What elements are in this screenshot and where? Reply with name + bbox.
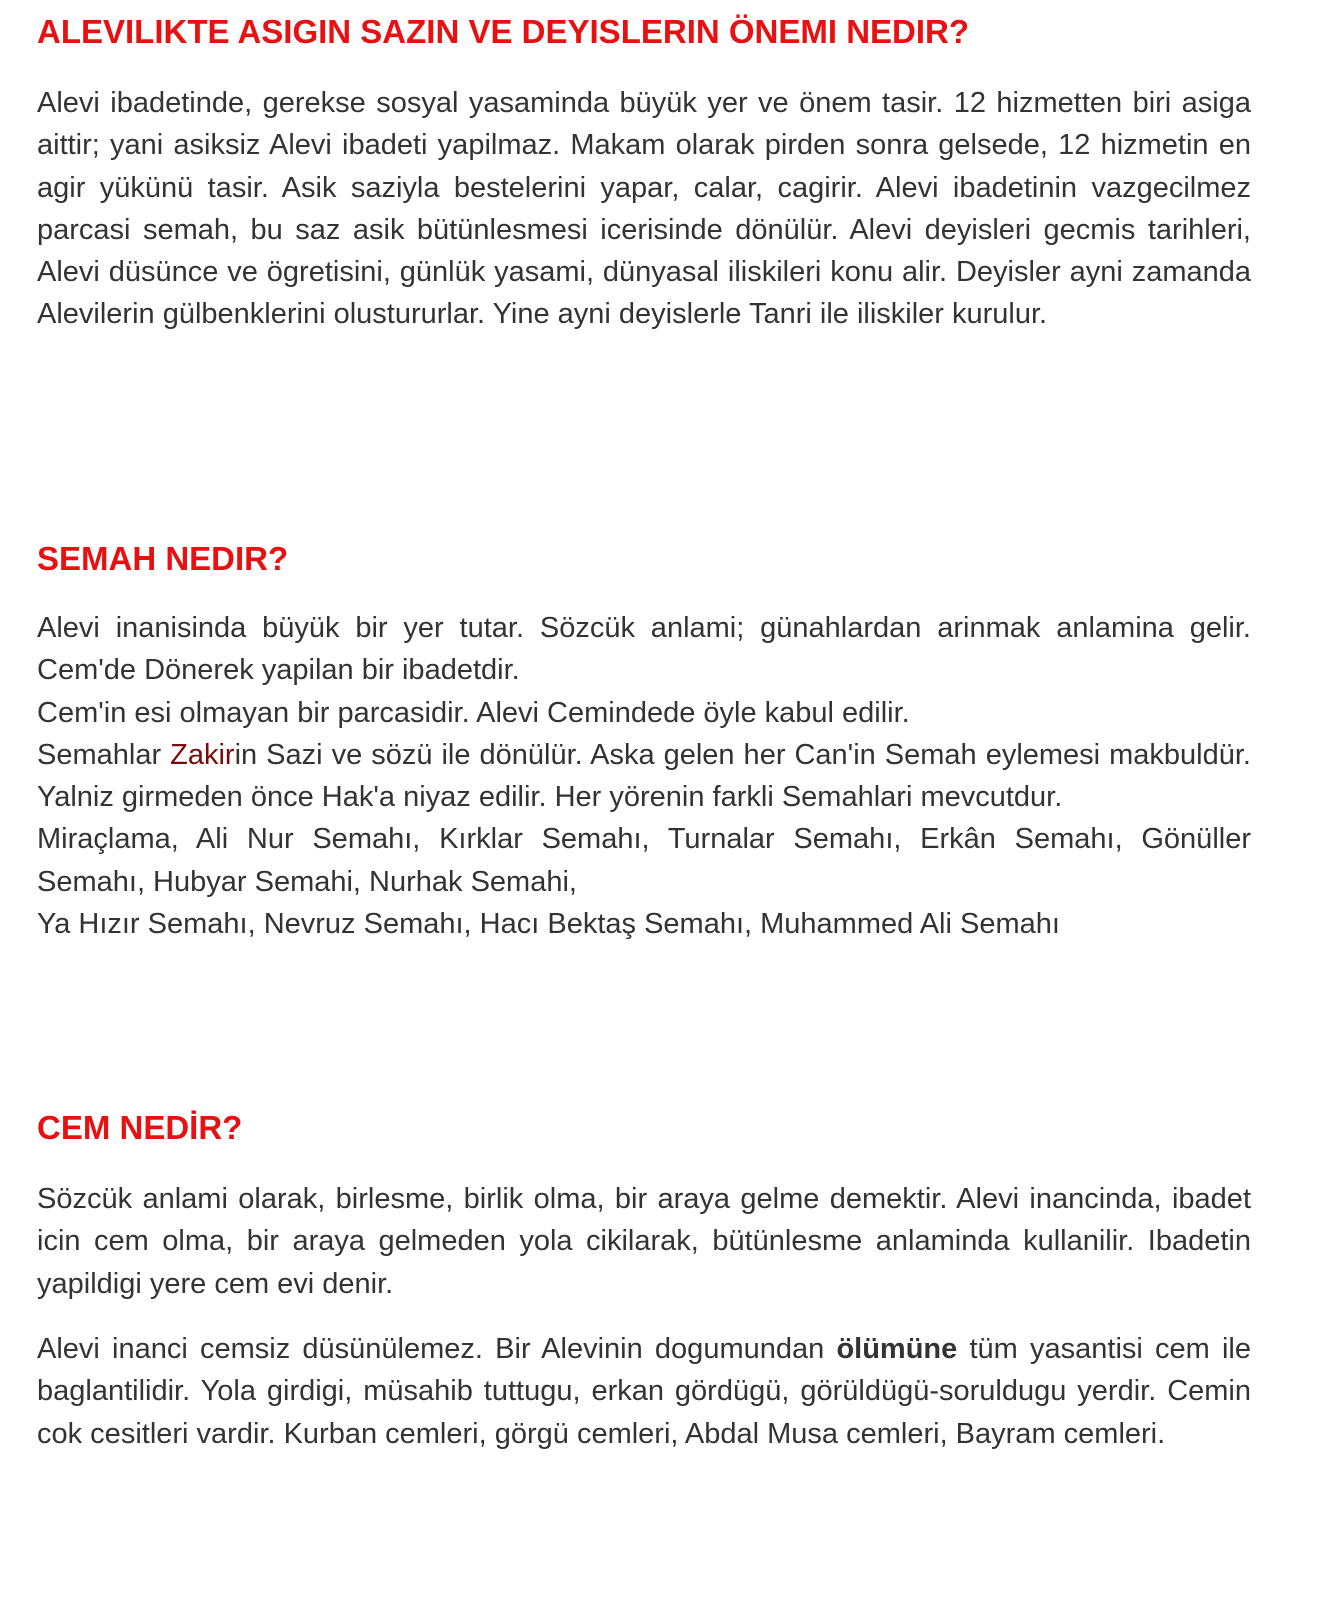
semah-list-line-2: Ya Hızır Semahı, Nevruz Semahı, Hacı Bektaş Semahı, Muhammed Ali Semahı: [37, 908, 1060, 941]
semah-line-3-start: Semahlar: [37, 738, 171, 771]
semah-line-1: Alevi inanisinda büyük bir yer tutar. Sözcük anlami; günahlardan arinmak anlamina gelir. Cem'de Dönerek yapilan bir ibadetdir.: [37, 612, 1251, 687]
semah-body: [37, 607, 1251, 945]
semah-line-3: [37, 734, 1251, 819]
zakir-link[interactable]: Zakir: [170, 738, 235, 771]
heading-asik-saz: ALEVILIKTE ASIGIN SAZIN VE DEYISLERIN ÖNEMI NEDIR?: [37, 13, 970, 50]
paragraph-cem-1: Sözcük anlami olarak, birlesme, birlik olma, bir araya gelme demektir. Alevi inancinda, ibadet icin cem olma, bir araya gelmeden yola cikilarak, bütünlesme anlaminda kullanilir. Ibadetin yapildigi yere cem evi denir.: [37, 1183, 1251, 1300]
paragraph-cem-2: [37, 1328, 1251, 1455]
heading-semah: SEMAH NEDIR?: [37, 540, 289, 577]
cem-2-bold: ölümüne: [836, 1333, 958, 1365]
semah-line-3-rest: in Sazi ve sözü ile dönülür. Aska gelen her Can'in Semah eylemesi makbuldür. Yalniz girmeden önce Hak'a niyaz edilir. Her yörenin farkli Semahlari mevcutdur.: [37, 738, 1251, 814]
heading-cem: CEM NEDİR?: [37, 1109, 243, 1146]
semah-list-line-1: Miraçlama, Ali Nur Semahı, Kırklar Semahı, Turnalar Semahı, Erkân Semahı, Gönüller Semahı, Hubyar Semahi, Nurhak Semahi,: [37, 823, 1251, 898]
semah-line-2: Cem'in esi olmayan bir parcasidir. Alevi Cemindede öyle kabul edilir.: [37, 696, 910, 729]
cem-2-rest: tüm yasantisi cem ile baglantilidir. Yola girdigi, müsahib tuttugu, erkan gördügü, görüldügü-soruldugu yerdir. Cemin cok cesitleri vardir. Kurban cemleri, görgü cemleri, Abdal Musa cemleri, Bayram cemleri.: [37, 1333, 1251, 1450]
cem-2-start: Alevi inanci cemsiz düsünülemez. Bir Alevinin dogumundan: [37, 1333, 837, 1365]
paragraph-asik-saz: Alevi ibadetinde, gerekse sosyal yasaminda büyük yer ve önem tasir. 12 hizmetten biri asiga aittir; yani asiksiz Alevi ibadeti yapilmaz. Makam olarak pirden sonra gelsede, 12 hizmetin en agir yükünü tasir. Asik saziyla bestelerini yapar, calar, cagirir. Alevi ibadetinin vazgecilmez parcasi semah, bu saz asik bütünlesmesi icerisinde dönülür. Alevi deyisleri gecmis tarihleri, Alevi düsünce ve ögretisini, günlük yasami, dünyasal iliskileri konu alir. Deyisler ayni zamanda Alevilerin gülbenklerini olustururlar. Yine ayni deyislerle Tanri ile iliskiler kurulur.: [37, 87, 1251, 331]
